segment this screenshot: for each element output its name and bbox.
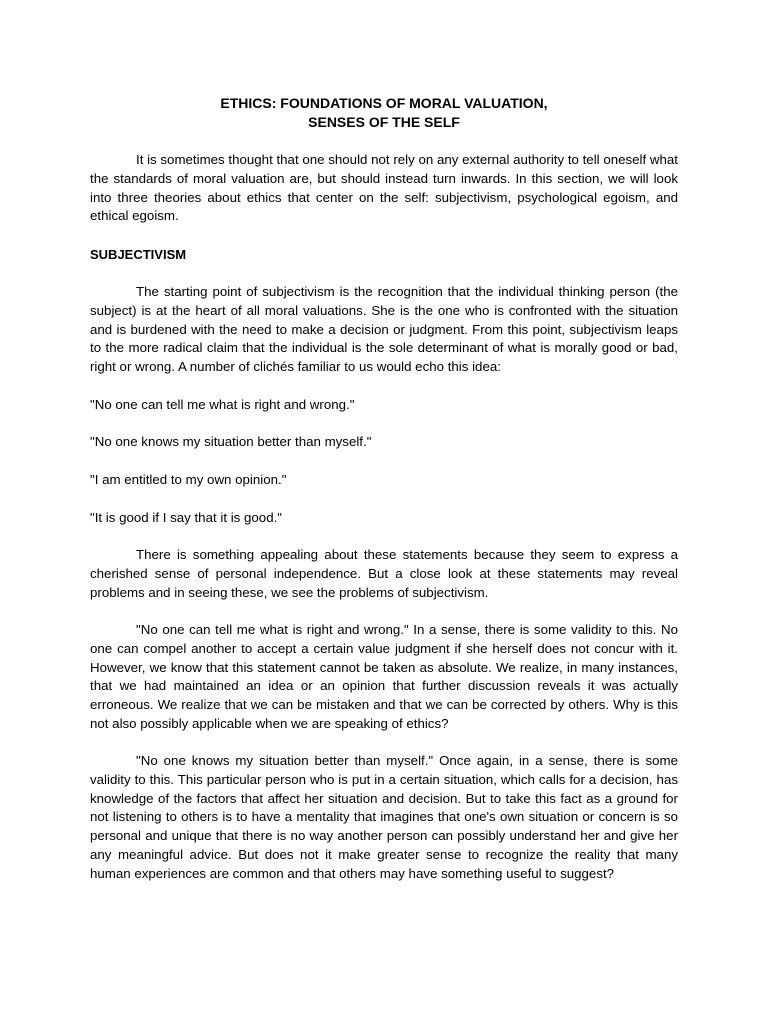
paragraph-4: "No one knows my situation better than myself." Once again, in a sense, there is some validity to this. This particular person who is put in a certain situation, which calls for a decision, has knowledge of the factors that affect her situation and decision. But to take this fact as a ground for not listening to others is to have a mentality that imagines that one's own situation or concern is so personal and unique that there is no way another person can possibly understand her and give her any meaningful advice. But does not it make greater sense to recognize the reality that many human experiences are common and that others may have something useful to suggest? bbox=[90, 753, 678, 881]
quote-1: "No one can tell me what is right and wrong." bbox=[90, 397, 355, 412]
section-heading: SUBJECTIVISM bbox=[90, 247, 187, 262]
title-line-1: ETHICS: FOUNDATIONS OF MORAL VALUATION, bbox=[220, 95, 548, 111]
intro-paragraph: It is sometimes thought that one should not rely on any external authority to tell oneself what the standards of moral valuation are, but should instead turn inwards. In this section, we will look into three theories about ethics that center on the self: subjectivism, psychological egoism, and ethical egoism. bbox=[90, 152, 678, 224]
document-title bbox=[90, 94, 678, 132]
paragraph-1: The starting point of subjectivism is the recognition that the individual thinking person (the subject) is at the heart of all moral valuations. She is the one who is confronted with the situation and is burdened with the need to make a decision or judgment. From this point, subjectivism leaps to the more radical claim that the individual is the sole determinant of what is morally good or bad, right or wrong. A number of clichés familiar to us would echo this idea: bbox=[90, 284, 678, 375]
quote-3: "I am entitled to my own opinion." bbox=[90, 472, 287, 487]
quote-2: "No one knows my situation better than myself." bbox=[90, 434, 372, 449]
quote-4: "It is good if I say that it is good." bbox=[90, 510, 282, 525]
paragraph-3: "No one can tell me what is right and wrong." In a sense, there is some validity to this. No one can compel another to accept a certain value judgment if she herself does not concur with it. However, we know that this statement cannot be taken as absolute. We realize, in many instances, that we had maintained an idea or an opinion that further discussion reveals it was actually erroneous. We realize that we can be mistaken and that we can be corrected by others. Why is this not also possibly applicable when we are speaking of ethics? bbox=[90, 622, 678, 731]
paragraph-2: There is something appealing about these statements because they seem to express a cherished sense of personal independence. But a close look at these statements may reveal problems and in seeing these, we see the problems of subjectivism. bbox=[90, 547, 678, 600]
title-line-2: SENSES OF THE SELF bbox=[308, 114, 460, 130]
